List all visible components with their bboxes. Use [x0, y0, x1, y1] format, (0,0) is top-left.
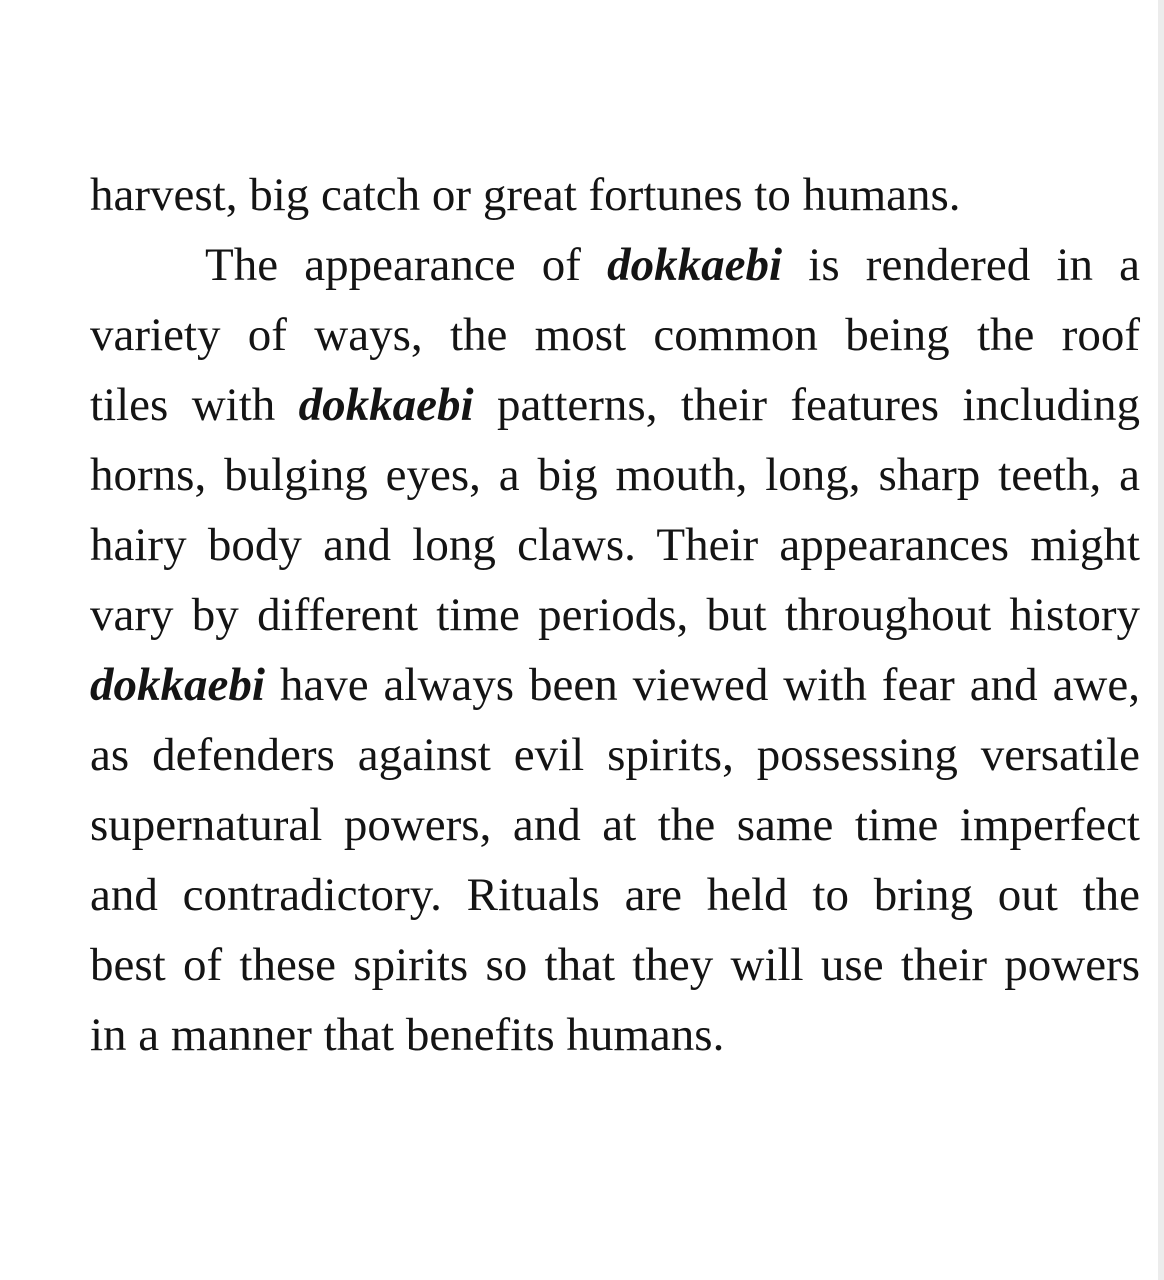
text-line-2: The appearance of dokkaebi is rendered in a — [205, 239, 1141, 291]
italic-term: dokkaebi — [90, 659, 265, 711]
text-line-9: as defenders against evil spirits, possessing versatile — [90, 729, 1140, 781]
text-line-12: best of these spirits so that they will use their powers — [90, 939, 1140, 991]
italic-term: dokkaebi — [607, 239, 783, 291]
text-line-1: harvest, big catch or great fortunes to humans. — [90, 169, 961, 221]
text-line-3: variety of ways, the most common being the roof — [90, 309, 1140, 361]
text-line-7: vary by different time periods, but throughout history — [90, 589, 1140, 641]
text-line-11: and contradictory. Rituals are held to bring out the — [90, 869, 1140, 921]
text-line-6: hairy body and long claws. Their appearances might — [90, 519, 1140, 571]
text-line-4: tiles with dokkaebi patterns, their features including — [90, 379, 1140, 431]
text-line-13: in a manner that benefits humans. — [90, 1009, 725, 1061]
text-line-5: horns, bulging eyes, a big mouth, long, sharp teeth, a — [90, 449, 1140, 501]
text-line-10: supernatural powers, and at the same time imperfect — [90, 799, 1140, 851]
italic-term: dokkaebi — [298, 379, 474, 431]
page-edge-shadow — [1158, 0, 1164, 1280]
text-line-8: dokkaebi have always been viewed with fear and awe, — [90, 659, 1140, 711]
